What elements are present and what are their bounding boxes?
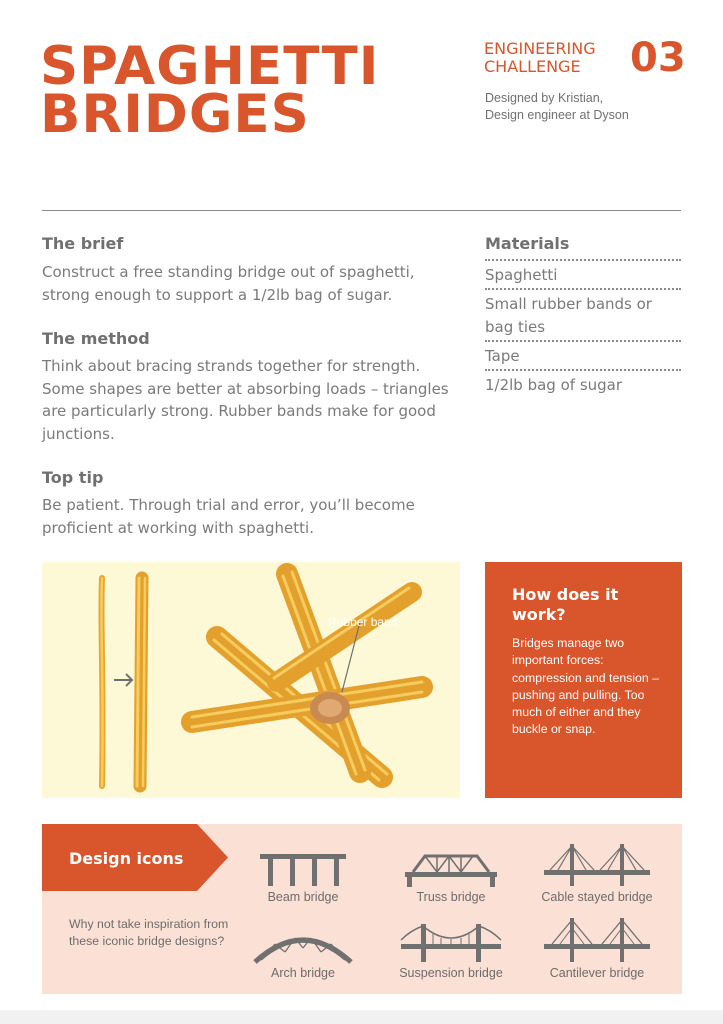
cable-stayed-bridge-icon	[542, 840, 652, 888]
designer-credit	[485, 90, 629, 124]
cable-stayed-bridge	[527, 840, 667, 904]
bridge-name: Arch bridge	[271, 966, 335, 980]
beam-bridge	[233, 850, 373, 904]
challenge-number: 03	[630, 35, 686, 81]
designer-line1: Designed by Kristian,	[485, 91, 604, 105]
brief-heading: The brief	[42, 234, 124, 253]
how-it-works-heading: How does it work?	[512, 585, 619, 624]
arch-bridge-icon	[251, 924, 355, 964]
brief-text: Construct a free standing bridge out of spaghetti, strong enough to support a 1/2lb bag of sugar.	[42, 263, 415, 304]
truss-bridge	[381, 850, 521, 904]
bridge-name: Beam bridge	[267, 890, 339, 904]
suspension-bridge-icon	[399, 920, 503, 964]
tip-heading: Top tip	[42, 468, 104, 487]
design-icons-label: Design icons	[69, 849, 184, 868]
cantilever-bridge	[527, 914, 667, 980]
design-icons-panel	[42, 824, 682, 994]
method-text: Think about bracing strands together for strength. Some shapes are better at absorbing loads – triangles are particularly strong. Rubber bands make for good junctions.	[42, 357, 449, 443]
how-it-works-text: Bridges manage two important forces: compression and tension – pushing and pulling. Too much of either and they buckle or snap.	[512, 636, 659, 737]
materials-item: Spaghetti	[485, 259, 681, 288]
materials-item: 1/2lb bag of sugar	[485, 369, 681, 398]
designer-line2: Design engineer at Dyson	[485, 108, 629, 122]
bridge-name: Suspension bridge	[399, 966, 503, 980]
truss-bridge-icon	[403, 850, 499, 888]
spaghetti-illustration	[42, 562, 460, 798]
method-heading: The method	[42, 329, 150, 348]
challenge-label	[484, 40, 596, 76]
page-bottom-bar	[0, 1010, 723, 1024]
tip-text: Be patient. Through trial and error, you’ll become proficient at working with spaghetti.	[42, 496, 415, 537]
bridge-name: Truss bridge	[416, 890, 486, 904]
bridge-name: Cantilever bridge	[549, 966, 645, 980]
spaghetti-drawing	[42, 562, 460, 798]
challenge-label-line1: ENGINEERING	[484, 39, 596, 58]
rubber-band-label: Rubber band	[328, 615, 398, 629]
cantilever-bridge-icon	[542, 914, 652, 964]
suspension-bridge	[381, 920, 521, 980]
challenge-label-line2: CHALLENGE	[484, 57, 581, 76]
header-divider	[42, 210, 681, 211]
arrow-icon	[114, 674, 132, 686]
page-title-line1: SPAGHETTI	[40, 36, 380, 97]
how-it-works-box	[485, 562, 682, 798]
materials-item: Tape	[485, 340, 681, 369]
page-title-line2: BRIDGES	[40, 84, 310, 145]
bridge-name: Cable stayed bridge	[541, 890, 653, 904]
arch-bridge	[233, 924, 373, 980]
design-icons-prompt: Why not take inspiration from these iconic bridge designs?	[69, 917, 229, 948]
materials-heading: Materials	[485, 234, 570, 253]
beam-bridge-icon	[258, 850, 348, 888]
materials-list	[485, 259, 681, 398]
materials-item: Small rubber bands or bag ties	[485, 288, 681, 340]
